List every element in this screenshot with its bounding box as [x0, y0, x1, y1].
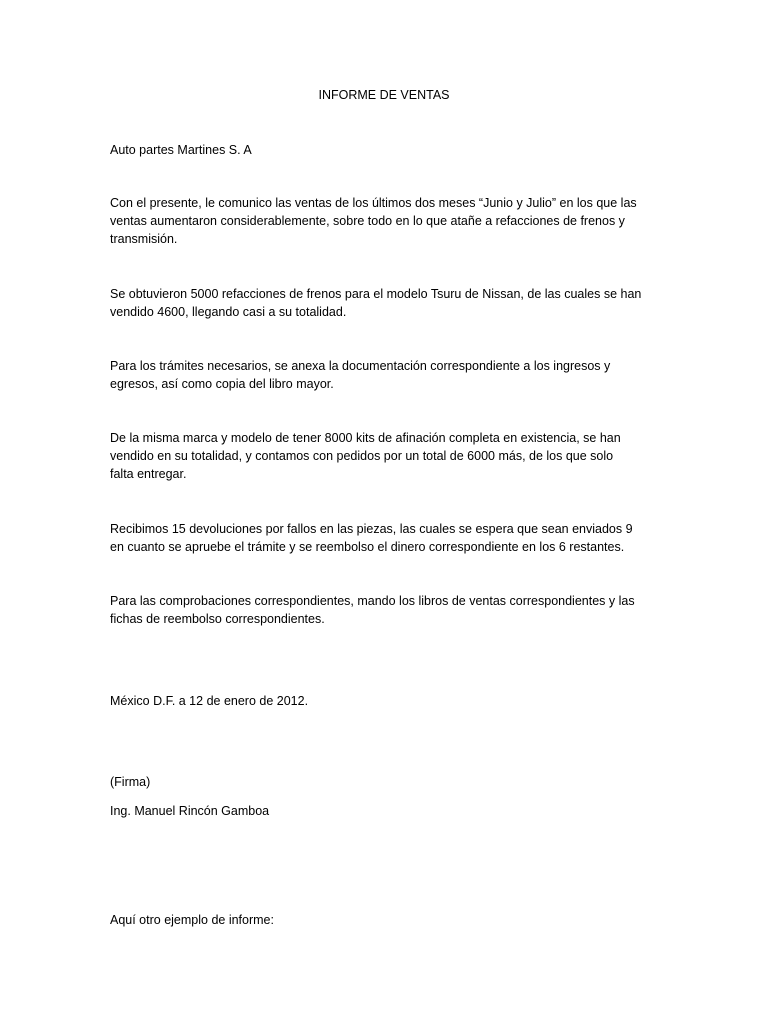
paragraph-line: ventas aumentaron considerablemente, sobre todo en lo que atañe a refacciones de frenos y	[110, 214, 625, 228]
paragraph-line: transmisión.	[110, 232, 178, 246]
paragraph-line: en cuanto se apruebe el trámite y se reembolso el dinero correspondiente en los 6 restantes.	[110, 540, 625, 554]
document-title: INFORME DE VENTAS	[318, 88, 450, 102]
paragraph-documents	[110, 357, 655, 393]
company-name: Auto partes Martines S. A	[110, 143, 252, 157]
paragraph-line: vendido 4600, llegando casi a su totalidad.	[110, 305, 347, 319]
paragraph-line: Para las comprobaciones correspondientes, mando los libros de ventas correspondientes y las	[110, 594, 635, 608]
paragraph-line: Con el presente, le comunico las ventas de los últimos dos meses “Junio y Julio” en los que las	[110, 196, 637, 210]
signer-name: Ing. Manuel Rincón Gamboa	[110, 804, 270, 818]
paragraph-brakes	[110, 285, 655, 321]
paragraph-line: Para los trámites necesarios, se anexa la documentación correspondiente a los ingresos y	[110, 359, 611, 373]
paragraph-line: De la misma marca y modelo de tener 8000 kits de afinación completa en existencia, se han	[110, 431, 621, 445]
paragraph-line: egresos, así como copia del libro mayor.	[110, 377, 334, 391]
place-date: México D.F. a 12 de enero de 2012.	[110, 694, 309, 708]
paragraph-line: fichas de reembolso correspondientes.	[110, 612, 325, 626]
paragraph-intro	[110, 194, 655, 248]
paragraph-line: Se obtuvieron 5000 refacciones de frenos para el modelo Tsuru de Nissan, de las cuales se han	[110, 287, 642, 301]
footer-note: Aquí otro ejemplo de informe:	[110, 913, 274, 927]
paragraph-verification	[110, 592, 655, 628]
signature-label: (Firma)	[110, 775, 151, 789]
paragraph-line: vendido en su totalidad, y contamos con pedidos por un total de 6000 más, de los que solo	[110, 449, 614, 463]
paragraph-kits	[110, 429, 655, 483]
paragraph-line: falta entregar.	[110, 467, 187, 481]
paragraph-returns	[110, 520, 655, 556]
paragraph-line: Recibimos 15 devoluciones por fallos en las piezas, las cuales se espera que sean enviados 9	[110, 522, 633, 536]
